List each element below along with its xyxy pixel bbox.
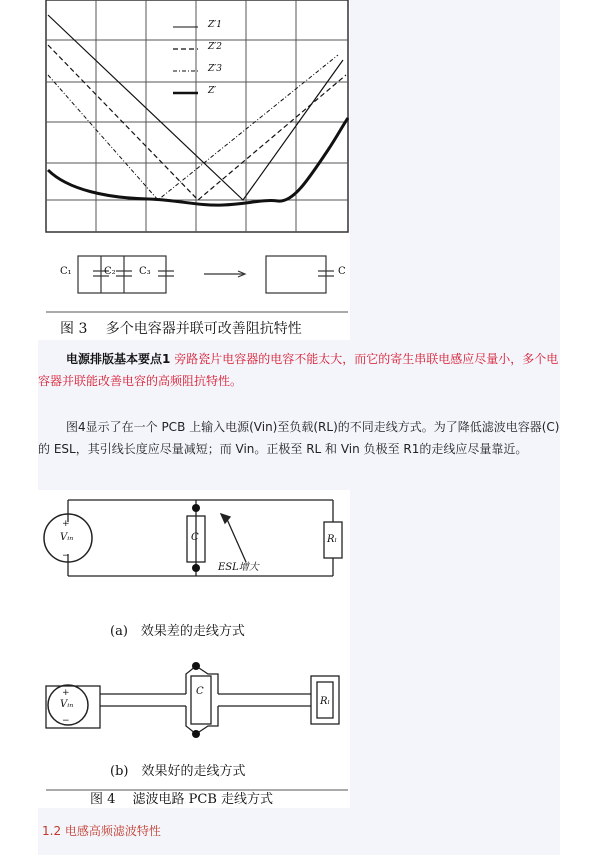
figure-3-caption: 图 3 多个电容器并联可改善阻抗特性	[60, 321, 302, 337]
svg-text:+: +	[62, 688, 70, 698]
tip-paragraph	[38, 348, 560, 392]
load-label-a: Rₗ	[327, 534, 337, 545]
tip-highlight: 旁路瓷片电容器的电容不能太大，而它的寄生串联电感应尽量小，多个电容器并联能改善电容的高频阻抗特性。	[38, 352, 559, 388]
svg-text:−: −	[62, 716, 70, 726]
capacitor-label-c2: C₂	[104, 266, 116, 277]
figure-4b-caption: (b) 效果好的走线方式	[110, 764, 246, 779]
svg-text:+: +	[62, 519, 70, 529]
figure-4	[38, 490, 350, 808]
legend-label-2: Z′2	[208, 42, 223, 52]
legend-label-4: Z′	[208, 86, 217, 96]
legend-label-3: Z′3	[208, 64, 223, 74]
figure-4a-caption: (a) 效果差的走线方式	[110, 624, 245, 639]
legend-label-1: Z′1	[208, 20, 223, 30]
section-heading: 1.2 电感高频滤波特性	[42, 824, 161, 838]
load-label-b: Rₗ	[320, 696, 330, 707]
figure-3	[38, 0, 350, 340]
figure-4-caption: 图 4 滤波电路 PCB 走线方式	[90, 792, 274, 807]
capacitor-label-c1: C₁	[60, 266, 72, 277]
esl-label: ESL增大	[218, 562, 259, 573]
capacitor-label-c: C	[338, 266, 346, 277]
impedance-plot	[38, 0, 350, 340]
tip-prefix: 电源排版基本要点1	[66, 352, 171, 366]
svg-text:−: −	[62, 551, 70, 561]
capacitor-label-c3: C₃	[139, 266, 151, 277]
capacitor-label-a: C	[191, 532, 199, 543]
vin-label-a: Vᵢₙ	[60, 532, 74, 543]
vin-label-b: Vᵢₙ	[60, 699, 74, 710]
body-paragraph: 图4显示了在一个 PCB 上输入电源(Vin)至负载(RL)的不同走线方式。为了降低滤波电容器(C)的 ESL，其引线长度应尽量减短；而 Vin。正极至 RL 和 Vin 负极至 R1的走线应尽量靠近。	[38, 420, 560, 456]
capacitor-label-b: C	[196, 686, 204, 697]
